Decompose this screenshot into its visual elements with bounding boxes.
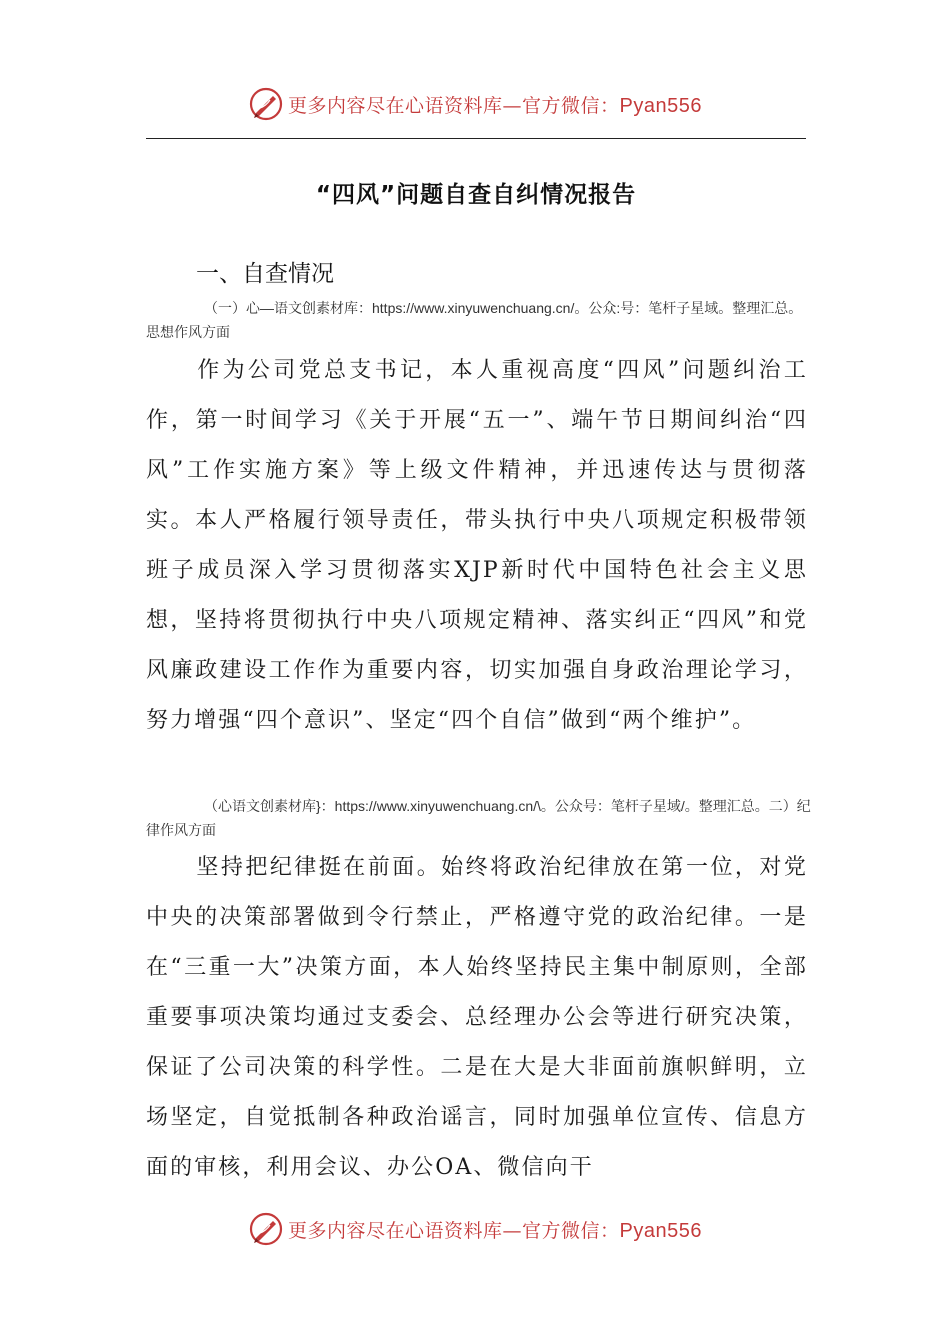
section-heading-self-check: 一、自查情况 (196, 261, 334, 287)
footer-wechat-account: Pyan556 (619, 1219, 702, 1242)
pen-logo-icon (248, 1211, 284, 1247)
footer-watermark-text: 更多内容尽在心语资料库—官方微信：Pyan556 (288, 1219, 702, 1242)
paragraph-1-text: 作为公司党总支书记，本人重视高度“四风”问题纠治工作，第一时间学习《关于开展“五一”、端午节日期间纠治“四风”工作实施方案》等上级文件精神，并迅速传达与贯彻落实。本人严格履行领导责任，带头执行中央八项规定积极带领班子成员深入学习贯彻落实XJP新时代中国特色社会主义思想，坚持将贯彻执行中央八项规定精神、落实纠正“四风”和党风廉政建设工作作为重要内容，切实加强自身政治理论学习，努力增强“四个意识”、坚定“四个自信”做到“两个维护”。 (146, 358, 808, 733)
footer-watermark (0, 1207, 950, 1251)
source-note-1: （一）心—语文创素材库：https://www.xinyuwenchuang.cn/。公众:号：笔杆子星域。整理汇总。思想作风方面 (146, 300, 803, 340)
paragraph-2-text: 坚持把纪律挺在前面。始终将政治纪律放在第一位，对党中央的决策部署做到令行禁止，严格遵守党的政治纪律。一是在“三重一大”决策方面，本人始终坚持民主集中制原则，全部重要事项决策均通过支委会、总经理办公会等进行研究决策，保证了公司决策的科学性。二是在大是大非面前旗帜鲜明，立场坚定，自觉抵制各种政治谣言，同时加强单位宣传、信息方面的审核，利用会议、办公OA、微信向干 (146, 855, 808, 1180)
header-divider (146, 138, 806, 139)
source-note-2: （心语文创素材库}：https://www.xinyuwenchuang.cn/\。公众号：笔杆子星域/。整理汇总。二）纪律作风方面 (146, 798, 811, 838)
page-title: “四风”问题自查自纠情况报告 (315, 182, 637, 208)
header-watermark-text: 更多内容尽在心语资料库—官方微信：Pyan556 (288, 94, 702, 117)
pen-logo-icon (248, 86, 284, 122)
header-wechat-account: Pyan556 (619, 94, 702, 117)
header-watermark (0, 82, 950, 126)
paragraph-discipline-style (146, 843, 808, 1193)
paragraph-ideological-style (146, 346, 808, 746)
